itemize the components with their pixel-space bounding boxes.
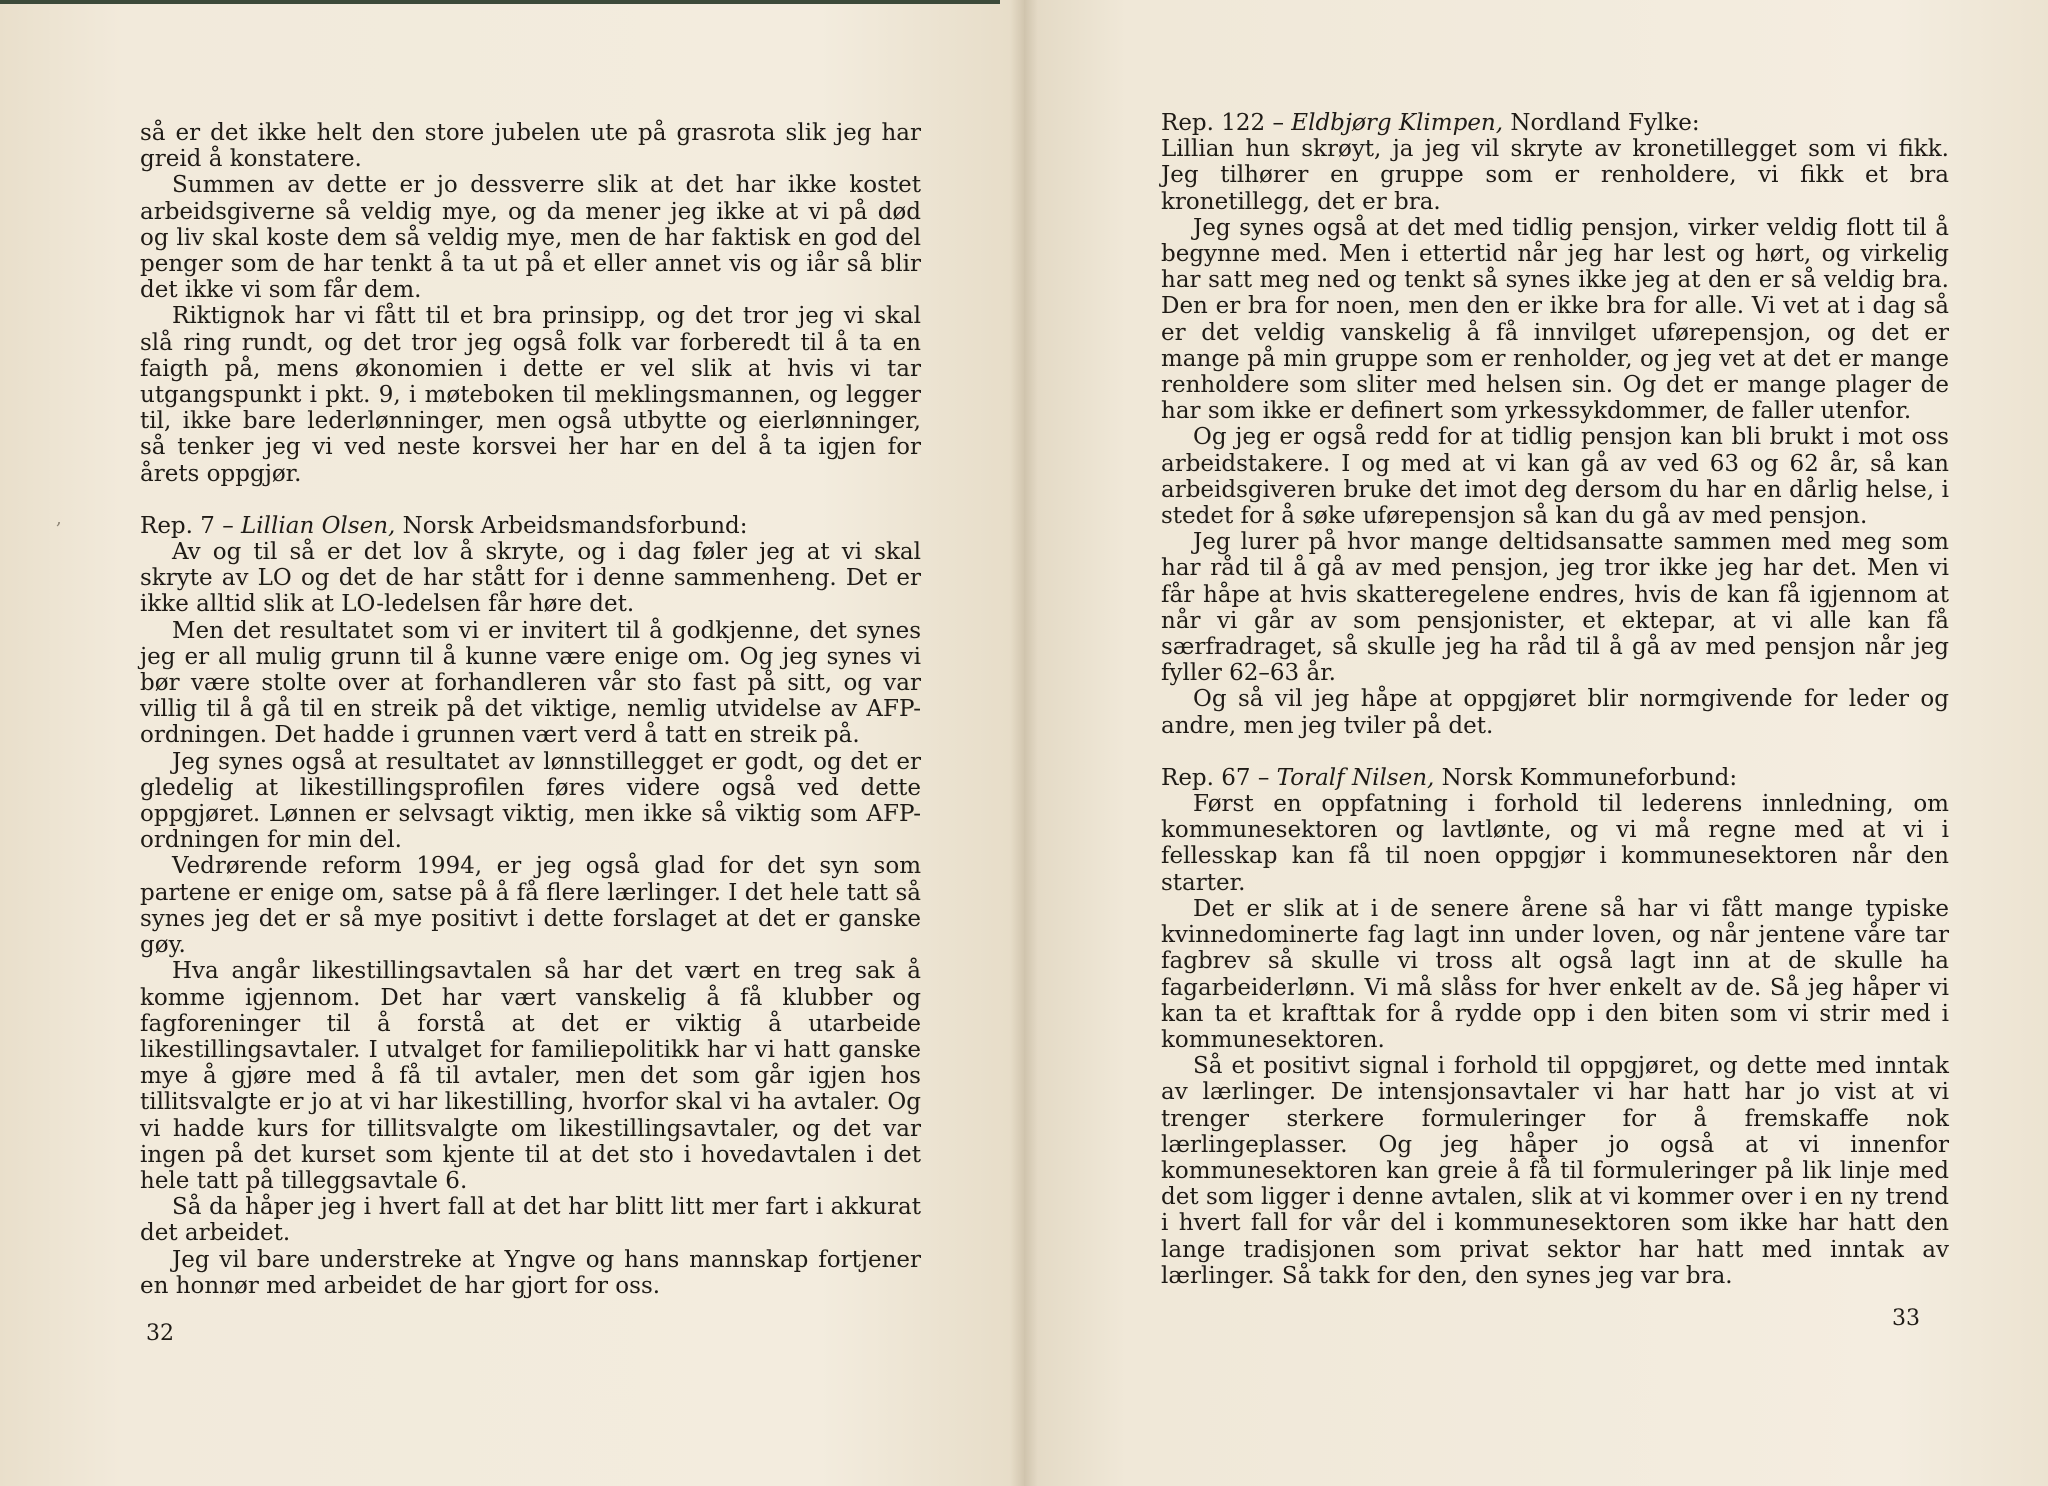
speaker-rep-number: Rep. 67 –	[1161, 764, 1277, 791]
body-paragraph: Så da håper jeg i hvert fall at det har blitt litt mer fart i akkurat det arbeidet.	[140, 1194, 921, 1247]
speaker-name: Toralf Nilsen,	[1276, 764, 1435, 791]
right-page-text	[1161, 110, 1949, 1289]
speaker-heading	[1161, 765, 1949, 791]
speaker-rep-number: Rep. 122 –	[1161, 110, 1292, 136]
body-paragraph: Først en oppfatning i forhold til lederens innledning, om kommunesektoren og lavtlønte, og vi må regne med at vi i fellesskap kan få til noen oppgjør i kommunesektoren når den starter.	[1161, 791, 1949, 896]
body-paragraph: Summen av dette er jo dessverre slik at det har ikke kostet arbeidsgiverne så veldig mye, og da mener jeg ikke at vi på død og liv skal koste dem så veldig mye, men de har faktisk en god del penger som de har tenkt å ta ut på et eller annet vis og iår så blir det ikke vi som får dem.	[140, 172, 921, 304]
page-number-right: 33	[1892, 1306, 1920, 1331]
body-paragraph: Hva angår likestillingsavtalen så har det vært en treg sak å komme igjennom. Det har vært vanskelig å få klubber og fagforeninger til å forstå at det er viktig å utarbeide likestillingsavtaler. I utvalget for familiepolitikk har vi hatt ganske mye å gjøre med å få til avtaler, men det som går igjen hos tillitsvalgte er jo at vi har likestilling, hvorfor skal vi ha avtaler. Og vi hadde kurs for tillitsvalgte om likestillingsavtaler, og det var ingen på det kurset som kjente til at det sto i hovedavtalen i det hele tatt på tilleggsavtale 6.	[140, 958, 921, 1194]
speaker-name: Eldbjørg Klimpen,	[1291, 110, 1504, 136]
speaker-heading	[140, 513, 921, 539]
body-paragraph: Jeg lurer på hvor mange deltidsansatte sammen med meg som har råd til å gå av med pensjon, jeg tror ikke jeg har det. Men vi får håpe at hvis skatteregelene endres, hvis de kan få igjennom at når vi går av som pensjonister, et ektepar, at vi alle kan få særfradraget, så skulle jeg ha råd til å gå av med pensjon når jeg fyller 62–63 år.	[1161, 529, 1949, 687]
speaker-heading	[1161, 110, 1949, 136]
body-paragraph: Og jeg er også redd for at tidlig pensjon kan bli brukt i mot oss arbeidstakere. I og med at vi kan gå av ved 63 og 62 år, så kan arbeidsgiveren bruke det imot deg dersom du har en dårlig helse, i stedet for å søke uførepensjon så kan du gå av med pensjon.	[1161, 424, 1949, 530]
speaker-organization: Nordland Fylke:	[1503, 110, 1700, 136]
body-paragraph: Men det resultatet som vi er invitert til å godkjenne, det synes jeg er all mulig grunn til å kunne være enige om. Og jeg synes vi bør være stolte over at forhandleren vår sto fast på sitt, og var villig til å gå til en streik på det viktige, nemlig utvidelse av AFP-ordningen. Det hadde i grunnen vært verd å tatt en streik på.	[140, 617, 921, 749]
speaker-organization: Norsk Arbeidsmandsforbund:	[395, 512, 748, 539]
speaker-organization: Norsk Kommuneforbund:	[1434, 764, 1738, 791]
body-paragraph: så er det ikke helt den store jubelen ute på grasrota slik jeg har greid å konstatere.	[140, 120, 921, 173]
body-paragraph: Og så vil jeg håpe at oppgjøret blir normgivende for leder og andre, men jeg tviler på det.	[1161, 686, 1949, 739]
body-paragraph: Så et positivt signal i forhold til oppgjøret, og dette med inntak av lærlinger. De intensjonsavtaler vi har hatt har jo vist at vi trenger sterkere formuleringer for å fremskaffe nok lærlingeplasser. Og jeg håper jo også at vi innenfor kommunesektoren kan greie å få til formuleringer på lik linje med det som ligger i denne avtalen, slik at vi kommer over i en ny trend i hvert fall for vår del i kommunesektoren som ikke har hatt den lange tradisjonen som privat sektor har hatt med inntak av lærlinger. Så takk for den, den synes jeg var bra.	[1161, 1053, 1949, 1289]
body-paragraph: Vedrørende reform 1994, er jeg også glad for det syn som partene er enige om, satse på å få flere lærlinger. I det hele tatt så synes jeg det er så mye positivt i dette forslaget at det er ganske gøy.	[140, 853, 921, 959]
body-paragraph: Jeg vil bare understreke at Yngve og hans mannskap fortjener en honnør med arbeidet de har gjort for oss.	[140, 1246, 921, 1299]
left-page-text	[140, 120, 921, 1299]
body-paragraph: Jeg synes også at det med tidlig pensjon, virker veldig flott til å begynne med. Men i ettertid når jeg har lest og hørt, og virkelig har satt meg ned og tenkt så synes ikke jeg at den er så veldig bra. Den er bra for noen, men den er ikke bra for alle. Vi vet at i dag så er det veldig vanskelig å få innvilget uførepensjon, og det er mange på min gruppe som er renholder, og jeg vet at det er mange renholdere som sliter med helsen sin. Og det er mange plager de har som ikke er definert som yrkessykdommer, de faller utenfor.	[1161, 214, 1949, 425]
body-paragraph: Lillian hun skrøyt, ja jeg vil skryte av kronetillegget som vi fikk. Jeg tilhører en gruppe som er renholdere, vi fikk et bra kronetillegg, det er bra.	[1161, 136, 1949, 215]
right-page	[1024, 0, 2048, 1486]
body-paragraph: Av og til så er det lov å skryte, og i dag føler jeg at vi skal skryte av LO og det de har stått for i denne sammenheng. Det er ikke alltid slik at LO-ledelsen får høre det.	[140, 539, 921, 618]
page-number-left: 32	[146, 1321, 174, 1346]
page-top-edge	[0, 0, 1000, 4]
body-paragraph: Jeg synes også at resultatet av lønnstillegget er godt, og det er gledelig at likestillingsprofilen føres videre også ved dette oppgjøret. Lønnen er selvsagt viktig, men ikke så viktig som AFP-ordningen for min del.	[140, 748, 921, 854]
body-paragraph: Riktignok har vi fått til et bra prinsipp, og det tror jeg vi skal slå ring rundt, og det tror jeg også folk var forberedt til å ta en faigth på, mens økonomien i dette er vel slik at hvis vi tar utgangspunkt i pkt. 9, i møteboken til meklingsmannen, og legger til, ikke bare lederlønninger, men også utbytte og eierlønninger, så tenker jeg vi ved neste korsvei her har en del å ta igjen for årets oppgjør.	[140, 303, 921, 487]
body-paragraph: Det er slik at i de senere årene så har vi fått mange typiske kvinnedominerte fag lagt inn under loven, og når jentene våre tar fagbrev så skulle vi tross alt også lagt inn at de skulle ha fagarbeiderlønn. Vi må slåss for hver enkelt av de. Så jeg håper vi kan ta et krafttak for å rydde opp i den biten som vi strir med i kommunesektoren.	[1161, 895, 1949, 1053]
book-gutter	[1010, 0, 1038, 1486]
speaker-name: Lillian Olsen,	[241, 512, 396, 539]
speaker-rep-number: Rep. 7 –	[140, 512, 242, 539]
pencil-mark: ,	[56, 508, 62, 529]
